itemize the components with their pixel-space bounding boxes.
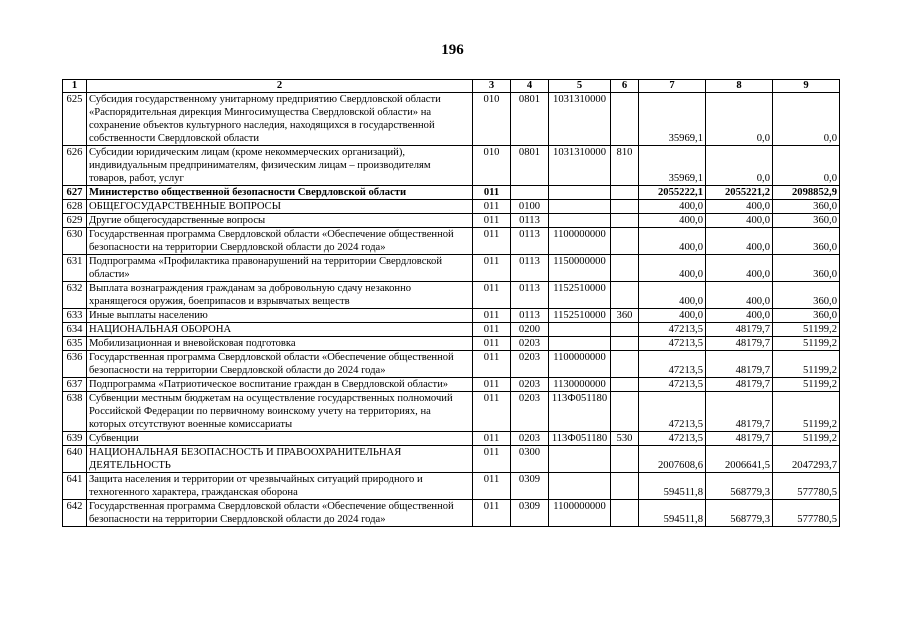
amount-col9: 2098852,9 <box>773 186 840 200</box>
code-col6 <box>611 392 639 432</box>
code-col6: 810 <box>611 146 639 186</box>
amount-col7: 400,0 <box>639 255 706 282</box>
code-col6 <box>611 93 639 146</box>
row-name: Выплата вознаграждения гражданам за добровольную сдачу незаконно хранящегося оружия, боеприпасов и взрывчатых веществ <box>87 282 473 309</box>
code-col5 <box>549 446 611 473</box>
code-col5 <box>549 473 611 500</box>
code-col4: 0100 <box>511 200 549 214</box>
amount-col8: 400,0 <box>706 200 773 214</box>
amount-col7: 400,0 <box>639 214 706 228</box>
code-col6 <box>611 351 639 378</box>
column-header: 1 <box>63 80 87 93</box>
row-name: Иные выплаты населению <box>87 309 473 323</box>
column-header: 4 <box>511 80 549 93</box>
row-number: 625 <box>63 93 87 146</box>
code-col6 <box>611 282 639 309</box>
code-col6 <box>611 446 639 473</box>
row-number: 629 <box>63 214 87 228</box>
code-col3: 010 <box>473 146 511 186</box>
row-number: 627 <box>63 186 87 200</box>
code-col4: 0203 <box>511 378 549 392</box>
column-header: 7 <box>639 80 706 93</box>
code-col4: 0801 <box>511 146 549 186</box>
amount-col8: 400,0 <box>706 309 773 323</box>
amount-col9: 360,0 <box>773 214 840 228</box>
amount-col9: 360,0 <box>773 200 840 214</box>
amount-col7: 47213,5 <box>639 392 706 432</box>
amount-col9: 2047293,7 <box>773 446 840 473</box>
amount-col9: 360,0 <box>773 255 840 282</box>
code-col6 <box>611 473 639 500</box>
table-row <box>63 500 840 527</box>
amount-col9: 51199,2 <box>773 337 840 351</box>
amount-col8: 400,0 <box>706 255 773 282</box>
code-col6 <box>611 214 639 228</box>
table-row <box>63 255 840 282</box>
code-col4: 0113 <box>511 255 549 282</box>
code-col5: 1130000000 <box>549 378 611 392</box>
row-name: Защита населения и территории от чрезвычайных ситуаций природного и техногенного характера, гражданская оборона <box>87 473 473 500</box>
amount-col8: 568779,3 <box>706 473 773 500</box>
code-col3: 011 <box>473 214 511 228</box>
row-number: 634 <box>63 323 87 337</box>
row-number: 633 <box>63 309 87 323</box>
row-number: 638 <box>63 392 87 432</box>
row-number: 640 <box>63 446 87 473</box>
table-row <box>63 228 840 255</box>
column-header: 8 <box>706 80 773 93</box>
code-col5: 113Ф051180 <box>549 432 611 446</box>
amount-col8: 0,0 <box>706 146 773 186</box>
code-col4: 0203 <box>511 432 549 446</box>
row-number: 632 <box>63 282 87 309</box>
amount-col9: 360,0 <box>773 282 840 309</box>
page-number: 196 <box>441 42 464 58</box>
amount-col7: 47213,5 <box>639 337 706 351</box>
row-number: 628 <box>63 200 87 214</box>
row-number: 635 <box>63 337 87 351</box>
code-col3: 011 <box>473 351 511 378</box>
table-row <box>63 93 840 146</box>
code-col3: 011 <box>473 500 511 527</box>
column-header: 9 <box>773 80 840 93</box>
code-col3: 010 <box>473 93 511 146</box>
code-col6 <box>611 323 639 337</box>
amount-col7: 2055222,1 <box>639 186 706 200</box>
column-header: 3 <box>473 80 511 93</box>
amount-col8: 568779,3 <box>706 500 773 527</box>
column-header: 5 <box>549 80 611 93</box>
code-col3: 011 <box>473 337 511 351</box>
code-col3: 011 <box>473 200 511 214</box>
row-name: Субвенции <box>87 432 473 446</box>
code-col4 <box>511 186 549 200</box>
code-col5: 1031310000 <box>549 146 611 186</box>
code-col5: 1100000000 <box>549 500 611 527</box>
table-row <box>63 309 840 323</box>
amount-col8: 2055221,2 <box>706 186 773 200</box>
amount-col8: 48179,7 <box>706 432 773 446</box>
row-name: Подпрограмма «Профилактика правонарушений на территории Свердловской области» <box>87 255 473 282</box>
row-name: Государственная программа Свердловской области «Обеспечение общественной безопасности на территории Свердловской области до 2024 года» <box>87 351 473 378</box>
code-col6 <box>611 255 639 282</box>
amount-col7: 35969,1 <box>639 146 706 186</box>
code-col3: 011 <box>473 255 511 282</box>
row-number: 630 <box>63 228 87 255</box>
table-row <box>63 446 840 473</box>
code-col3: 011 <box>473 228 511 255</box>
table-row <box>63 200 840 214</box>
table-row <box>63 392 840 432</box>
code-col3: 011 <box>473 473 511 500</box>
amount-col7: 2007608,6 <box>639 446 706 473</box>
amount-col9: 51199,2 <box>773 351 840 378</box>
amount-col8: 400,0 <box>706 228 773 255</box>
row-name: Мобилизационная и вневойсковая подготовка <box>87 337 473 351</box>
table-row <box>63 186 840 200</box>
code-col5: 1152510000 <box>549 309 611 323</box>
row-number: 637 <box>63 378 87 392</box>
amount-col7: 35969,1 <box>639 93 706 146</box>
amount-col8: 48179,7 <box>706 378 773 392</box>
code-col6 <box>611 200 639 214</box>
row-name: Государственная программа Свердловской области «Обеспечение общественной безопасности на территории Свердловской области до 2024 года» <box>87 228 473 255</box>
code-col5 <box>549 323 611 337</box>
row-name: Государственная программа Свердловской области «Обеспечение общественной безопасности на территории Свердловской области до 2024 года» <box>87 500 473 527</box>
code-col5 <box>549 200 611 214</box>
amount-col8: 48179,7 <box>706 337 773 351</box>
amount-col8: 48179,7 <box>706 392 773 432</box>
amount-col7: 400,0 <box>639 200 706 214</box>
row-name: Министерство общественной безопасности Свердловской области <box>87 186 473 200</box>
row-name: Субсидия государственному унитарному предприятию Свердловской области «Распорядительная дирекция Мингосимущества Свердловской области» на сохранение объектов культурного наследия, находящихся в государственной собственности Свердловской области <box>87 93 473 146</box>
code-col6 <box>611 186 639 200</box>
row-number: 631 <box>63 255 87 282</box>
code-col4: 0801 <box>511 93 549 146</box>
amount-col7: 400,0 <box>639 282 706 309</box>
row-name: Другие общегосударственные вопросы <box>87 214 473 228</box>
row-number: 636 <box>63 351 87 378</box>
code-col5: 113Ф051180 <box>549 392 611 432</box>
table-row <box>63 214 840 228</box>
code-col3: 011 <box>473 186 511 200</box>
table-row <box>63 378 840 392</box>
table-row <box>63 323 840 337</box>
amount-col9: 51199,2 <box>773 392 840 432</box>
code-col4: 0113 <box>511 228 549 255</box>
row-name: Подпрограмма «Патриотическое воспитание граждан в Свердловской области» <box>87 378 473 392</box>
code-col4: 0113 <box>511 282 549 309</box>
column-header: 6 <box>611 80 639 93</box>
code-col3: 011 <box>473 282 511 309</box>
table-body <box>63 93 840 527</box>
amount-col8: 2006641,5 <box>706 446 773 473</box>
row-name: НАЦИОНАЛЬНАЯ БЕЗОПАСНОСТЬ И ПРАВООХРАНИТЕЛЬНАЯ ДЕЯТЕЛЬНОСТЬ <box>87 446 473 473</box>
amount-col7: 47213,5 <box>639 351 706 378</box>
amount-col8: 400,0 <box>706 282 773 309</box>
row-number: 641 <box>63 473 87 500</box>
code-col4: 0203 <box>511 351 549 378</box>
code-col6 <box>611 228 639 255</box>
amount-col7: 400,0 <box>639 309 706 323</box>
code-col5: 1100000000 <box>549 351 611 378</box>
amount-col7: 594511,8 <box>639 500 706 527</box>
amount-col7: 47213,5 <box>639 378 706 392</box>
amount-col9: 360,0 <box>773 309 840 323</box>
code-col3: 011 <box>473 392 511 432</box>
code-col5: 1150000000 <box>549 255 611 282</box>
code-col3: 011 <box>473 309 511 323</box>
code-col4: 0300 <box>511 446 549 473</box>
amount-col8: 48179,7 <box>706 323 773 337</box>
code-col6: 360 <box>611 309 639 323</box>
code-col3: 011 <box>473 323 511 337</box>
table-row <box>63 146 840 186</box>
table-row <box>63 351 840 378</box>
amount-col7: 594511,8 <box>639 473 706 500</box>
amount-col7: 400,0 <box>639 228 706 255</box>
code-col5 <box>549 337 611 351</box>
code-col3: 011 <box>473 446 511 473</box>
row-name: Субвенции местным бюджетам на осуществление государственных полномочий Российской Федерации по первичному воинскому учету на территориях, на которых отсутствуют военные комиссариаты <box>87 392 473 432</box>
amount-col7: 47213,5 <box>639 432 706 446</box>
code-col3: 011 <box>473 432 511 446</box>
code-col4: 0113 <box>511 309 549 323</box>
amount-col9: 51199,2 <box>773 378 840 392</box>
code-col5: 1031310000 <box>549 93 611 146</box>
code-col5 <box>549 214 611 228</box>
code-col5: 1100000000 <box>549 228 611 255</box>
row-name: Субсидии юридическим лицам (кроме некоммерческих организаций), индивидуальным предпринимателям, физическим лицам – производителям товаров, работ, услуг <box>87 146 473 186</box>
code-col5 <box>549 186 611 200</box>
table-row <box>63 337 840 351</box>
code-col4: 0203 <box>511 337 549 351</box>
code-col4: 0309 <box>511 473 549 500</box>
code-col6 <box>611 500 639 527</box>
table-row <box>63 473 840 500</box>
page-bottom-edge <box>0 632 905 640</box>
code-col4: 0113 <box>511 214 549 228</box>
code-col4: 0200 <box>511 323 549 337</box>
code-col3: 011 <box>473 378 511 392</box>
column-header: 2 <box>87 80 473 93</box>
code-col6: 530 <box>611 432 639 446</box>
code-col6 <box>611 378 639 392</box>
amount-col9: 577780,5 <box>773 473 840 500</box>
row-name: НАЦИОНАЛЬНАЯ ОБОРОНА <box>87 323 473 337</box>
amount-col9: 51199,2 <box>773 432 840 446</box>
amount-col8: 48179,7 <box>706 351 773 378</box>
amount-col9: 0,0 <box>773 93 840 146</box>
table-row <box>63 282 840 309</box>
column-header-row <box>63 80 840 93</box>
row-number: 642 <box>63 500 87 527</box>
amount-col8: 0,0 <box>706 93 773 146</box>
amount-col9: 360,0 <box>773 228 840 255</box>
table-row <box>63 432 840 446</box>
amount-col9: 51199,2 <box>773 323 840 337</box>
code-col4: 0309 <box>511 500 549 527</box>
code-col5: 1152510000 <box>549 282 611 309</box>
row-number: 639 <box>63 432 87 446</box>
row-number: 626 <box>63 146 87 186</box>
amount-col7: 47213,5 <box>639 323 706 337</box>
row-name: ОБЩЕГОСУДАРСТВЕННЫЕ ВОПРОСЫ <box>87 200 473 214</box>
budget-table <box>62 79 840 527</box>
code-col6 <box>611 337 639 351</box>
code-col4: 0203 <box>511 392 549 432</box>
amount-col9: 577780,5 <box>773 500 840 527</box>
amount-col8: 400,0 <box>706 214 773 228</box>
amount-col9: 0,0 <box>773 146 840 186</box>
